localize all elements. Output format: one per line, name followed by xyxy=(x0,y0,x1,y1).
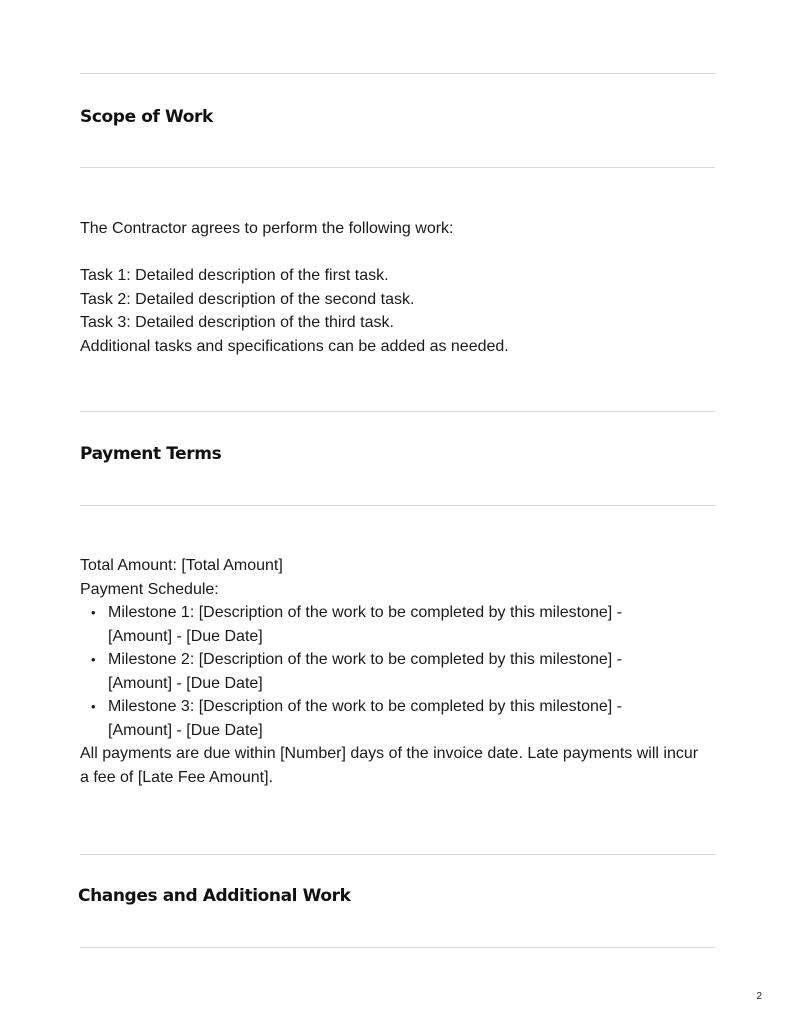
task-item: Task 2: Detailed description of the second task. xyxy=(80,290,415,308)
payment-schedule-label: Payment Schedule: xyxy=(80,580,219,598)
section-heading-scope-of-work: Scope of Work xyxy=(80,107,213,127)
milestone-item xyxy=(91,648,668,695)
payment-body xyxy=(80,554,710,789)
section-divider-bottom-changes xyxy=(80,947,715,948)
section-heading-changes-and-additional-work: Changes and Additional Work xyxy=(78,886,351,906)
milestone-item xyxy=(91,695,668,742)
section-heading-payment-terms: Payment Terms xyxy=(80,444,222,464)
milestone-text: Milestone 1: [Description of the work to be completed by this milestone] - [Amount] - [Due Date] xyxy=(108,604,623,645)
task-item: Task 1: Detailed description of the first task. xyxy=(80,267,389,284)
task-item: Task 3: Detailed description of the third task. xyxy=(80,314,394,331)
section-divider-top-payment xyxy=(80,411,715,412)
bullet-icon: • xyxy=(91,605,96,620)
milestone-text: Milestone 3: [Description of the work to be completed by this milestone] - [Amount] - [Due Date] xyxy=(108,698,623,739)
milestone-list xyxy=(80,601,710,742)
bullet-icon: • xyxy=(91,652,96,667)
bullet-icon: • xyxy=(91,699,96,714)
page-number: 2 xyxy=(756,991,762,1002)
scope-intro: The Contractor agrees to perform the following work: xyxy=(80,220,454,237)
section-divider-bottom-payment xyxy=(80,505,715,506)
payment-note: All payments are due within [Number] days of the invoice date. Late payments will incur a fee of [Late Fee Amount]. xyxy=(80,745,699,786)
total-amount-line: Total Amount: [Total Amount] xyxy=(80,557,283,574)
scope-body xyxy=(80,217,710,358)
milestone-item xyxy=(91,601,668,648)
section-divider-top-changes xyxy=(80,854,715,855)
section-divider-top-scope xyxy=(80,73,715,74)
section-divider-bottom-scope xyxy=(80,167,715,168)
task-item: Additional tasks and specifications can be added as needed. xyxy=(80,337,509,355)
milestone-text: Milestone 2: [Description of the work to be completed by this milestone] - [Amount] - [Due Date] xyxy=(108,651,623,692)
